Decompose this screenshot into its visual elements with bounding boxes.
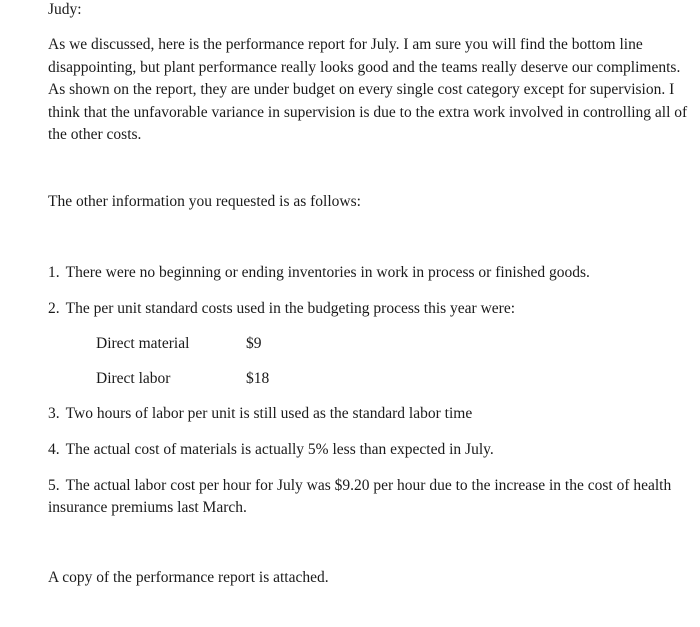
list-item-2 bbox=[48, 298, 693, 320]
list-number: 1. bbox=[48, 264, 60, 281]
cost-label: Direct labor bbox=[96, 370, 171, 387]
list-text: The actual labor cost per hour for July was $9.20 per hour due to the increase in the cost of health insurance premiums last March. bbox=[48, 477, 672, 516]
list-item-3 bbox=[48, 403, 693, 425]
list-text: The per unit standard costs used in the budgeting process this year were: bbox=[65, 300, 516, 317]
list-text: The actual cost of materials is actually 5% less than expected in July. bbox=[65, 441, 494, 458]
paragraph-report-intro: As we discussed, here is the performance report for July. I am sure you will find the bottom line disappointing, but plant performance really looks good and the teams really deserve our compliments. As shown on the report, they are under budget on every single cost category except for supervision. I think that the unfavorable variance in supervision is due to the extra work involved in controlling all of the other costs. bbox=[48, 36, 688, 143]
cost-value: $9 bbox=[246, 335, 262, 352]
paragraph-other-info: The other information you requested is as follows: bbox=[48, 193, 361, 210]
greeting: Judy: bbox=[48, 1, 82, 18]
list-number: 2. bbox=[48, 300, 60, 317]
closing-line: A copy of the performance report is attached. bbox=[48, 569, 329, 586]
list-item-4 bbox=[48, 439, 693, 461]
standard-cost-row-direct-labor bbox=[96, 369, 269, 389]
cost-value: $18 bbox=[246, 370, 270, 387]
list-text: There were no beginning or ending inventories in work in process or finished goods. bbox=[65, 264, 590, 281]
list-number: 3. bbox=[48, 405, 60, 422]
cost-label: Direct material bbox=[96, 335, 190, 352]
list-item-1 bbox=[48, 262, 693, 284]
list-text: Two hours of labor per unit is still used as the standard labor time bbox=[65, 405, 473, 422]
standard-cost-row-direct-material bbox=[96, 334, 262, 354]
list-item-5 bbox=[48, 475, 693, 519]
list-number: 4. bbox=[48, 441, 60, 458]
list-number: 5. bbox=[48, 477, 60, 494]
